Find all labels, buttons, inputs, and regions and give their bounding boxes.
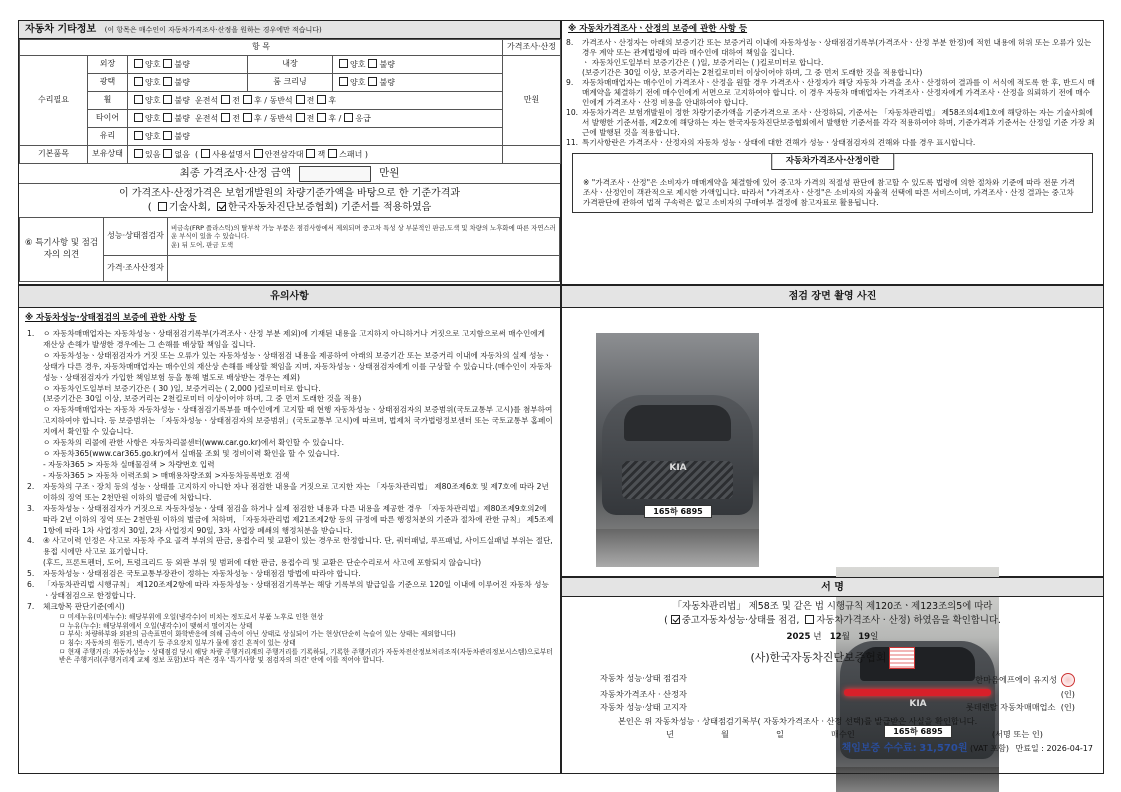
note-text: 「자동차관리법 시행규칙」 제120조제2항에 따라 자동차성능ㆍ상태점검기록부는 해당 기록부의 발급일을 기준으로 120일 이내에 이루어진 자동차 성능ㆍ상태점검으로 한정합니다. <box>43 580 549 601</box>
front-label: 전 <box>306 95 315 105</box>
sign-day: 19 <box>858 632 871 643</box>
bad-label: 불량 <box>174 95 190 105</box>
exterior-options <box>128 56 248 74</box>
note-number: 1. <box>27 328 35 338</box>
front-floor <box>596 529 759 567</box>
note-item <box>27 569 554 580</box>
tire-emergency-checkbox[interactable] <box>344 113 353 122</box>
gloss-good-checkbox[interactable] <box>134 77 143 86</box>
bad-label: 불량 <box>379 77 395 87</box>
warranty-text: ㆍ 자동차인도일부터 보증기간은 ( )일, 보증거리는 ( )킬로미터로 합니다. <box>582 58 824 68</box>
note-number: 4. <box>27 536 35 546</box>
other-info-title: 자동차 기타정보 <box>25 24 97 35</box>
appraiser-opinion-label: 가격·조사산정자 <box>104 256 168 282</box>
total-unit: 만원 <box>379 166 400 179</box>
interior-bad-checkbox[interactable] <box>368 59 377 68</box>
inspector-opinion-text: 비금속(FRP 플라스틱)의 탈부착 가능 부품은 점검사항에서 제외되며 중고차 특성 상 부분적인 판금,도색 및 차량의 노후화에 따른 자연스러운 부식이 있을 수 있습니다. <box>171 224 556 241</box>
special-notes-table <box>19 217 560 282</box>
warranty-item <box>566 38 1097 58</box>
month-unit: 월 <box>841 632 850 643</box>
basis-line1: 이 가격조사·산정가격은 보험개발원의 차량기준가액을 바탕으로 한 기준가격과 <box>118 188 461 199</box>
rear-label: 후 <box>328 113 337 123</box>
basis-line2: ( 기술사회, 한국자동차진단보증협회) 기준서를 적용하였음 <box>147 201 432 213</box>
triangle-label: 안전삼각대 <box>264 149 304 159</box>
rear-license-plate: 165하 6895 <box>884 725 952 738</box>
driver-side-label: 운전석 <box>195 113 219 123</box>
front-windshield <box>624 405 731 441</box>
basic-price-cell <box>503 146 561 164</box>
buyer-label: 매수인 <box>831 729 855 740</box>
gloss-bad-checkbox[interactable] <box>163 77 172 86</box>
other-info-subtitle: (이 항목은 매수인이 자동차가격조사·산정을 원하는 경우에만 적습니다) <box>104 26 322 34</box>
warranty-list <box>568 38 1097 148</box>
tire-good-checkbox[interactable] <box>134 113 143 122</box>
note-text: 자동차의 구조ㆍ장치 등의 성능ㆍ상태를 고지하지 아니한 자나 점검한 내용을 거짓으로 고지한 자는 「자동차관리법」 제80조제6호 및 제7호에 따라 2년 이하의 징역 또는 2천만원 이하의 벌금에 처합니다. <box>43 481 549 502</box>
day-unit: 일 <box>870 632 879 643</box>
perf-check-label: 중고자동차성능·상태를 점검, <box>681 614 800 626</box>
tire-driver-rear-checkbox[interactable] <box>243 113 252 122</box>
note-number: 2. <box>27 481 35 491</box>
fee-value: 31,570원 <box>919 743 968 755</box>
room-bad-checkbox[interactable] <box>368 77 377 86</box>
room-cleaning-label: 룸 크리닝 <box>248 74 333 92</box>
criteria-item: ㅁ 미세누유(미세누수): 해당부위에 오일(냉각수)이 비치는 정도로서 부품 노후로 인한 현상 <box>59 612 324 621</box>
wheel-driver-front-checkbox[interactable] <box>221 95 230 104</box>
note-item <box>43 460 554 471</box>
good-label: 양호 <box>145 77 161 87</box>
driver-side-label: 운전석 <box>195 95 219 105</box>
none-label: 없음 <box>174 149 190 159</box>
signature-date <box>562 632 1103 643</box>
none-checkbox[interactable] <box>163 149 172 158</box>
front-license-plate: 165하 6895 <box>644 505 712 518</box>
note-item <box>43 351 554 384</box>
wheel-good-checkbox[interactable] <box>134 95 143 104</box>
note-item <box>43 471 554 482</box>
note-text: 자동차성능ㆍ상태점검자가 거짓으로 자동차성능ㆍ상태 점검을 하거나 실제 점검한 내용과 다른 내용을 제공한 경우 「자동차관리법」제80조제9호의2에 따라 2년 이하의 징역 또는 2천만원 이하의 벌금에 처하며, 「자동차관리법 제21조제2항 등의 규정에 따른 행정처분의 기준과 절차에 관한 규칙」 제5조제1항에 따라 1차 사업정지 30일, 2차 사업정지 90일, 3차 사업장 폐쇄의 행정처분을 받습니다. <box>43 503 554 535</box>
triangle-checkbox[interactable] <box>254 149 263 158</box>
exterior-good-checkbox[interactable] <box>134 59 143 68</box>
warranty-item <box>582 68 1097 78</box>
tire-driver-front-checkbox[interactable] <box>221 113 230 122</box>
note-item <box>27 481 554 504</box>
receipt-line <box>562 715 1103 727</box>
good-label: 양호 <box>145 113 161 123</box>
sign-month: 12 <box>829 632 842 643</box>
appraiser-line <box>600 689 1075 700</box>
good-label: 양호 <box>145 95 161 105</box>
note-text: (후드, 프론트펜더, 도어, 트렁크리드 등 외판 부위 및 범퍼에 대한 판금, 용접수리 및 교환은 단순수리로서 사고에 포함되지 않습니다) <box>43 558 482 568</box>
buyer-day: 일 <box>776 729 784 740</box>
basis-end: ) 기준서를 적용하였음 <box>334 201 432 213</box>
notifier-seal: (인) <box>1060 702 1075 713</box>
good-label: 양호 <box>350 59 366 69</box>
appraiser-opinion <box>168 256 560 282</box>
warranty-number: 9. <box>566 78 574 88</box>
gloss-label: 광택 <box>88 74 128 92</box>
rear-label: 후 <box>328 95 337 105</box>
org-name: (사)한국자동차진단보증협회 <box>750 651 887 665</box>
note-item <box>43 558 554 569</box>
note-number: 6. <box>27 580 35 590</box>
price-check-label: 자동차가격조사 · 산정) 하였음을 확인합니다. <box>816 614 1001 626</box>
glass-bad-checkbox[interactable] <box>163 131 172 140</box>
other-info-section <box>18 20 561 285</box>
wheel-pass-front-checkbox[interactable] <box>296 95 305 104</box>
photos-title: 점검 장면 촬영 사진 <box>562 286 1103 308</box>
perf-check-checkbox[interactable] <box>671 615 680 624</box>
warranty-section <box>561 20 1104 285</box>
warranty-text: 특기사항란은 가격조사ㆍ산정자의 자동차 성능ㆍ상태에 대한 견해가 성능ㆍ상태점검자의 견해와 다를 경우 표시합니다. <box>582 138 976 148</box>
tire-bad-checkbox[interactable] <box>163 113 172 122</box>
good-label: 양호 <box>145 131 161 141</box>
col-items-header: 항 목 <box>20 40 503 56</box>
price-check-checkbox[interactable] <box>805 615 814 624</box>
glass-options <box>128 128 503 146</box>
fee-label: 책임보증 수수료: <box>841 743 917 755</box>
note-number: 7. <box>27 601 35 611</box>
warranty-number: 8. <box>566 38 574 48</box>
wheel-options <box>128 92 503 110</box>
appraiser-seal: (인) <box>1060 689 1075 700</box>
fee-vat: (VAT 포함) <box>970 744 1009 754</box>
front-car-photo <box>596 333 759 567</box>
inspector-seal-icon <box>1061 673 1075 687</box>
definition-title: 자동차가격조사·산정이란 <box>771 153 895 170</box>
manual-checkbox[interactable] <box>201 149 210 158</box>
spanner-label: 스패너 ) <box>339 149 369 159</box>
basis-text <box>19 184 560 214</box>
notes-title: 유의사항 <box>19 286 560 308</box>
have-checkbox[interactable] <box>134 149 143 158</box>
expiry-date: 만료일 : 2026-04-17 <box>1015 744 1093 754</box>
note-item <box>27 503 554 537</box>
bad-label: 불량 <box>174 59 190 69</box>
price-manwon: 만원 <box>503 56 561 146</box>
interior-good-checkbox[interactable] <box>339 59 348 68</box>
signature-org <box>562 647 1103 669</box>
notifier-label: 자동차 성능·상태 고지자 <box>600 702 687 713</box>
tech-society-checkbox[interactable] <box>158 202 167 211</box>
statement-line2 <box>562 614 1103 628</box>
criteria-item: ㅁ 부식: 차량하부와 외판의 금속표면이 화학반응에 의해 금속이 아닌 상태로 상실되어 가는 현상(단순히 녹슬어 있는 상태는 제외합니다) <box>59 630 456 639</box>
warranty-text: 자동차가격은 보험개발원이 정한 차량기준가액을 기준가격으로 조사ㆍ산정하되, 기준서는 「자동차관리법」 제58조의4제1호에 해당하는 자는 기술사회에서 발행한 기준서를, 제2호에 해당하는 자는 한국자동차진단보증협회에서 발행한 기준서를 각각 적용하여야 하며, 기준가격과 기준서는 산정일 기준 가장 최근에 발행된 것을 적용합니다. <box>582 108 1095 138</box>
notes-body <box>19 308 560 669</box>
tech-society-label: 기술사회 <box>168 201 208 213</box>
note-text: 자동차성능ㆍ상태점검은 국토교통부장관이 정하는 자동차성능ㆍ상태점검 방법에 따라야 합니다. <box>43 569 361 579</box>
room-good-checkbox[interactable] <box>339 77 348 86</box>
criteria-item: ㅁ 현재 주행거리: 자동차성능ㆍ상태점검 당시 해당 차량 주행거리계의 주행거리를 기록하되, 기록한 주행거리가 자동차전산정보처리조직(자동차관리정보시스템)으로부터 받은 주행거리(주행거리계 교체 정보 포함)보다 적은 경우 '특기사항 및 점검자의 의견' 란에 이를 적어야 합니다. <box>59 647 553 665</box>
inspector-opinion-text2: 운) 뒤 도어, 판금 도색 <box>171 240 234 249</box>
tire-pass-rear-checkbox[interactable] <box>317 113 326 122</box>
definition-box <box>572 153 1093 213</box>
buyer-year: 년 <box>666 729 674 740</box>
open-paren: ( <box>195 149 199 159</box>
assoc-label: 한국자동차진단보증협회 <box>227 201 335 213</box>
warranty-item <box>566 78 1097 108</box>
wheel-bad-checkbox[interactable] <box>163 95 172 104</box>
note-text: ㅇ 자동차매매업자는 자동차성능ㆍ상태점검기록부(가격조사ㆍ산정 부분 제외)에 기재된 내용을 고지하지 아니하거나 거짓으로 고지함으로써 매수인에게 재산상 손해가 발생한 경우에는 그 손해를 배상할 책임을 집니다. <box>43 328 545 349</box>
signature-section <box>561 577 1104 774</box>
note-text: 체크항목 판단기준(예시) <box>43 601 125 611</box>
glass-good-checkbox[interactable] <box>134 131 143 140</box>
rear-brand-logo: KIA <box>909 699 927 709</box>
possession-label: 보유상태 <box>88 146 128 164</box>
note-item <box>43 405 554 438</box>
wheel-label: 휠 <box>88 92 128 110</box>
glass-label: 유리 <box>88 128 128 146</box>
warranty-number: 10. <box>566 108 579 118</box>
warranty-text: 가격조사ㆍ산정자는 아래의 보증기간 또는 보증거리 이내에 자동차성능ㆍ상태점검기록부(가격조사ㆍ산정 부분 한정)에 적힌 내용에 허위 또는 오류가 있는 경우 계약 또는 관계법령에 따라 매수인에 대하여 책임을 집니다. <box>582 38 1092 58</box>
note-text: ㅇ 자동차인도일부터 보증기간은 ( 30 )일, 보증거리는 ( 2,000 )킬로미터로 합니다. <box>43 383 321 393</box>
note-item <box>43 449 554 460</box>
note-text: ㅇ 자동차매매업자는 자동차 자동차성능ㆍ상태점검기록부를 매수인에게 고지할 때 현행 자동차성능ㆍ상태점검자의 보증범위(국토교통부 고시)를 첨부하여 고지하여야 합니다. 등 보증범위는 「자동차성능ㆍ상태점검자의 보증범위」(국토교통부 고시)에 따르며, 법제처 국가법령정보센터 또는 국토교통부 홈페이지에서 확인할 수 있습니다. <box>43 405 553 437</box>
rear-label: 후 <box>253 113 262 123</box>
rear-label: 후 <box>253 95 262 105</box>
notes-list <box>25 329 554 613</box>
note-item <box>43 438 554 449</box>
bad-label: 불량 <box>379 59 395 69</box>
definition-text: ※ "가격조사ㆍ산정"은 소비자가 매매계약을 체결함에 있어 중고차 가격의 적절성 판단에 참고할 수 있도록 법령에 의한 절차와 기준에 따라 전문 가격조사ㆍ산정인이 객관적으로 제시한 가액입니다. 따라서 "가격조사ㆍ산정"은 소비자의 자율적 선택에 따른 서비스이며, 가격조사ㆍ산정 결과는 중고차 가격판단에 관하여 법적 구속력은 없고 소비자의 구매여부 결정에 참고자료로 활용됩니다. <box>583 178 1076 208</box>
warranty-text: 자동차매매업자는 매수인이 가격조사ㆍ산정을 원할 경우 가격조사ㆍ산정자가 해당 자동차 가격을 조사ㆍ산정하여 결과를 이 서식에 적도록 한 후, 반드시 매매계약을 체결하기 전에 매수인에게 서면으로 고지하여야 합니다. 이 경우 자동차 매매업자는 가격조사ㆍ산정자에게 가격조사ㆍ산정을 의뢰하기 전에 매수인에게 가격조사ㆍ산정 비용을 안내하여야 합니다. <box>582 78 1095 108</box>
note-text: ④ 사고이력 인정은 사고로 자동차 주요 골격 부위의 판금, 용접수리 및 교환이 있는 경우로 한정합니다. 단, 쿼터패널, 루프패널, 사이드실패널 부위는 절단, 용접 시에만 사고로 표기합니다. <box>43 536 553 557</box>
note-text: - 자동차365 > 자동차 이력조회 > 매매용차량조회 >자동차등록번호 검색 <box>43 470 290 480</box>
jack-checkbox[interactable] <box>306 149 315 158</box>
note-text: - 자동차365 > 자동차 실매물검색 > 차량번호 입력 <box>43 459 215 469</box>
passenger-side-label: / 동반석 <box>264 95 293 105</box>
signature-lines <box>562 669 1103 712</box>
open-paren: ( <box>664 614 668 626</box>
year-unit: 년 <box>813 632 822 643</box>
good-label: 양호 <box>145 59 161 69</box>
note-text: ㅇ 자동차성능ㆍ상태점검자가 거짓 또는 오류가 있는 자동차성능ㆍ상태점검 내용을 제공하여 아래의 보증기간 또는 보증거리 이내에 자동차의 실제 성능ㆍ상태가 다른 경우, 자동차매매업자는 매수인의 재산상 손해를 배상할 책임을 지며, 자동차성능ㆍ상태점검자에게 이를 구상할 수 있습니다.(매수인이 자동차성능ㆍ상태점검자가 가입한 책임보험 등을 통해 별도로 배상받는 경우는 제외) <box>43 350 552 382</box>
front-label: 전 <box>232 113 240 123</box>
tire-label: 타이어 <box>88 110 128 128</box>
other-info-table <box>19 39 561 164</box>
org-seal-icon <box>889 647 915 669</box>
sign-year: 2025 <box>786 632 811 643</box>
receipt-text: 본인은 위 자동차성능 · 상태점검기록부( 자동차가격조사 · 산정 선택)를 발급받은 사실을 확인합니다. <box>618 715 978 726</box>
exterior-label: 외장 <box>88 56 128 74</box>
basic-items-label: 기본품목 <box>20 146 88 164</box>
note-text: ㅇ 자동차의 리콜에 관한 사항은 자동차리콜센터(www.car.go.kr)에서 확인할 수 있습니다. <box>43 438 344 448</box>
buyer-month: 월 <box>721 729 729 740</box>
front-label: 전 <box>306 113 315 123</box>
buyer-line <box>562 726 1103 740</box>
note-item <box>27 601 554 613</box>
front-brand-logo: KIA <box>669 463 687 473</box>
interior-options <box>333 56 503 74</box>
note-item <box>27 536 554 558</box>
tire-pass-front-checkbox[interactable] <box>296 113 305 122</box>
criteria-item: ㅁ 누유(누수): 해당부위에서 오일(냉각수)이 맺혀서 떨어지는 상태 <box>59 621 253 630</box>
special-label: ⑥ 특기사항 및 점검자의 의견 <box>20 218 104 282</box>
criteria-item: ㅁ 침수: 자동차의 원동기, 변속기 등 주요장치 일부가 물에 잠긴 흔적이 있는 상태 <box>59 639 296 647</box>
exterior-bad-checkbox[interactable] <box>163 59 172 68</box>
total-price-input[interactable] <box>299 166 371 182</box>
front-label: 전 <box>232 95 240 105</box>
signature-statement <box>562 597 1103 627</box>
signature-title: 서 명 <box>562 578 1103 597</box>
passenger-side-label: / 동반석 <box>264 113 293 123</box>
appraiser-label: 자동차가격조사 · 산정자 <box>600 689 687 700</box>
warranty-item <box>566 138 1097 148</box>
note-number: 3. <box>27 503 35 513</box>
other-info-header <box>19 21 560 39</box>
inspector-label: 자동차 성능·상태 점검자 <box>600 673 687 684</box>
note-item <box>43 394 554 405</box>
jack-label: 잭 <box>317 149 326 159</box>
inspector-name: 한마음에프에이 유지성 <box>975 674 1057 685</box>
note-text: ㅇ 자동차365(www.car365.go.kr)에서 실매물 조회 및 정비이력 확인을 할 수 있습니다. <box>43 449 340 459</box>
inspector-line <box>600 673 1075 687</box>
judgement-criteria-list <box>25 613 554 665</box>
spanner-checkbox[interactable] <box>328 149 337 158</box>
good-label: 양호 <box>350 77 366 87</box>
bad-label: 불량 <box>174 131 190 141</box>
warranty-number: 11. <box>566 138 579 148</box>
wheel-pass-rear-checkbox[interactable] <box>317 95 326 104</box>
warranty-title: ※ 자동차가격조사ㆍ산정의 보증에 관한 사항 등 <box>568 24 748 34</box>
note-number: 5. <box>27 569 35 579</box>
col-price-header: 가격조사·산정 <box>503 40 561 56</box>
bad-label: 불량 <box>174 77 190 87</box>
notes-section <box>18 285 561 774</box>
manual-label: 사용설명서 <box>212 149 251 159</box>
notifier-name: 롯데렌탈 자동차매매업소 <box>965 702 1056 713</box>
note-text: (보증기간은 30일 이상, 보증거리는 2천킬로미터 이상이어야 하며, 그 중 먼저 도래한 것을 적용) <box>43 394 362 404</box>
tire-options: 양호 불량 운전석 전 후 / 동반석 전 후 / 응급 <box>128 110 503 128</box>
inspector-opinion-label: 성능·상태점검자 <box>104 218 168 256</box>
notifier-line <box>600 702 1075 713</box>
notes-subtitle: ※ 자동차성능·상태점검의 보증에 관한 사항 등 <box>25 312 197 322</box>
have-label: 있음 <box>145 149 161 159</box>
warranty-item <box>582 58 1097 68</box>
total-label: 최종 가격조사·산정 금액 <box>179 166 292 179</box>
bad-label: 불량 <box>174 113 190 123</box>
wheel-driver-rear-checkbox[interactable] <box>243 95 252 104</box>
repair-label: 수리필요 <box>20 56 88 146</box>
room-cleaning-options <box>333 74 503 92</box>
interior-label: 내장 <box>248 56 333 74</box>
fee-line <box>562 740 1103 755</box>
buyer-sign: (서명 또는 인) <box>991 729 1043 740</box>
possession-options <box>128 146 503 164</box>
emergency-label: 응급 <box>355 113 371 123</box>
assoc-checkbox[interactable] <box>217 202 226 211</box>
total-price-row <box>19 164 560 184</box>
inspector-opinion <box>168 218 560 256</box>
note-item <box>43 384 554 395</box>
statement-line1: 「자동차관리법」 제58조 및 같은 법 시행규칙 제120조ㆍ제123조의5에 따라 <box>672 601 993 612</box>
warranty-item <box>566 108 1097 138</box>
gloss-options <box>128 74 248 92</box>
warranty-text: (보증기간은 30일 이상, 보증거리는 2천킬로미터 이상이어야 하며, 그 중 먼저 도래한 것을 적용합니다) <box>582 68 923 78</box>
note-item <box>27 328 554 351</box>
note-item <box>27 580 554 602</box>
